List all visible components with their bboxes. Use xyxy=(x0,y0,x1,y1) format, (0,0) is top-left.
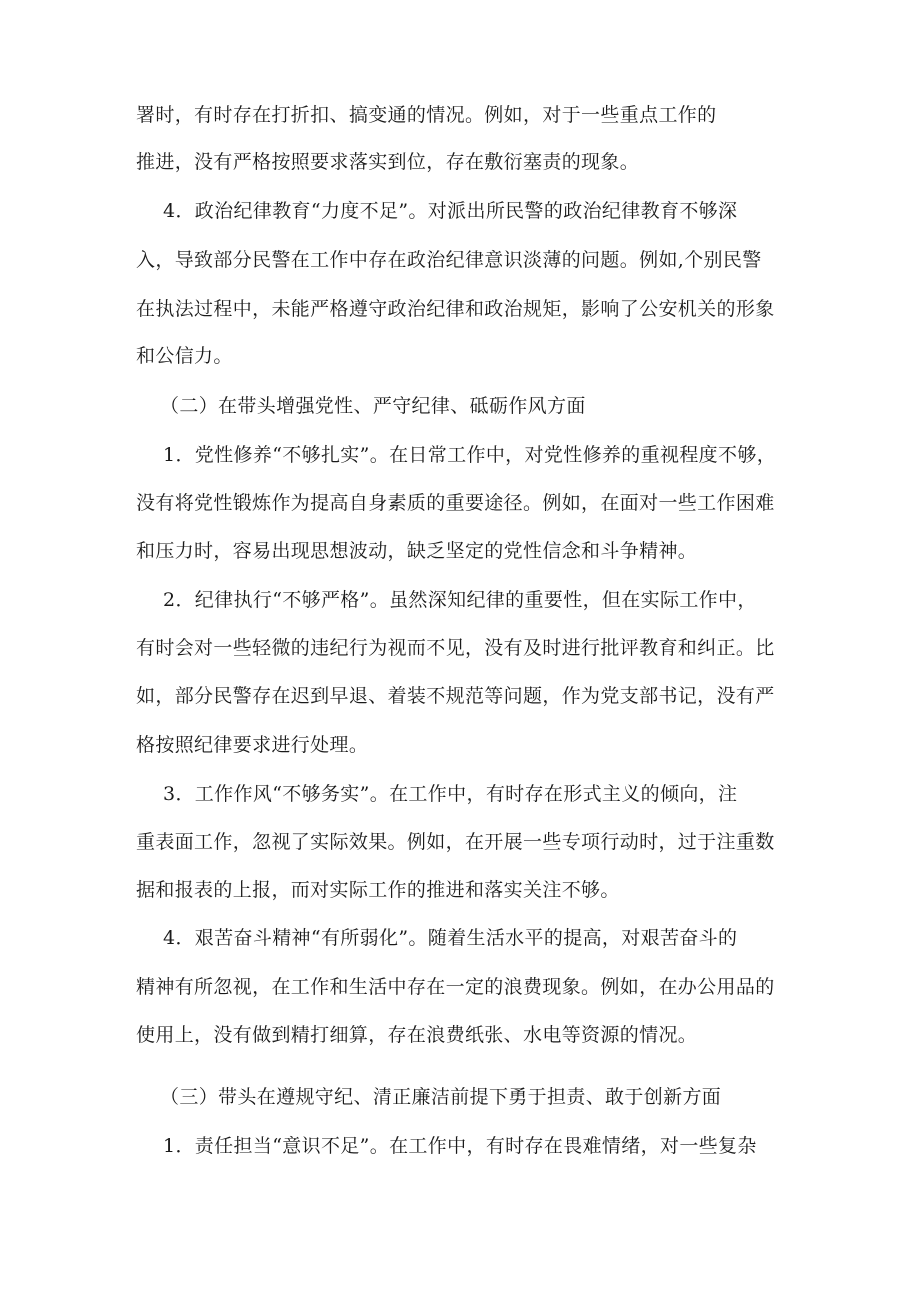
paragraph-line: 重表面工作，忽视了实际效果。例如，在开展一些专项行动时，过于注重数 xyxy=(136,831,775,853)
paragraph-line: 有时会对一些轻微的违纪行为视而不见，没有及时进行批评教育和纠正。比 xyxy=(136,637,775,659)
paragraph-line: 格按照纪律要求进行处理。 xyxy=(136,734,369,756)
section-heading: （二）在带头增强党性、严守纪律、砥砺作风方面 xyxy=(160,395,586,417)
paragraph-line: 2．纪律执行“不够严格”。虽然深知纪律的重要性，但在实际工作中， xyxy=(163,589,757,611)
paragraph-line: 入，导致部分民警在工作中存在政治纪律意识淡薄的问题。例如,个别民警 xyxy=(136,249,762,271)
paragraph-line: 1．党性修养“不够扎实”。在日常工作中，对党性修养的重视程度不够， xyxy=(163,444,777,466)
paragraph-line: 使用上，没有做到精打细算，存在浪费纸张、水电等资源的情况。 xyxy=(136,1024,698,1046)
paragraph-line: 精神有所忽视，在工作和生活中存在一定的浪费现象。例如，在办公用品的 xyxy=(136,976,775,998)
paragraph-line: 推进，没有严格按照要求落实到位，存在敷衍塞责的现象。 xyxy=(136,151,640,173)
paragraph-line: 在执法过程中，未能严格遵守政治纪律和政治规矩，影响了公安机关的形象 xyxy=(136,298,775,320)
paragraph-line: 署时，有时存在打折扣、搞变通的情况。例如，对于一些重点工作的 xyxy=(136,104,717,126)
paragraph-line: 3．工作作风“不够务实”。在工作中，有时存在形式主义的倾向，注 xyxy=(163,783,738,805)
paragraph-line: 4．艰苦奋斗精神“有所弱化”。随着生活水平的提高，对艰苦奋斗的 xyxy=(163,927,738,949)
paragraph-line: 据和报表的上报，而对实际工作的推进和落实关注不够。 xyxy=(136,879,620,901)
paragraph-line: 和压力时，容易出现思想波动，缺乏坚定的党性信念和斗争精神。 xyxy=(136,540,698,562)
paragraph-line: 和公信力。 xyxy=(136,345,233,367)
paragraph-line: 4．政治纪律教育“力度不足”。对派出所民警的政治纪律教育不够深 xyxy=(163,200,738,222)
paragraph-line: 1．责任担当“意识不足”。在工作中，有时存在畏难情绪，对一些复杂 xyxy=(163,1135,757,1157)
paragraph-line: 没有将党性锻炼作为提高自身素质的重要途径。例如，在面对一些工作困难 xyxy=(136,492,775,514)
paragraph-line: 如，部分民警存在迟到早退、着装不规范等问题，作为党支部书记，没有严 xyxy=(136,685,775,707)
section-heading: （三）带头在遵规守纪、清正廉洁前提下勇于担责、敢于创新方面 xyxy=(160,1086,722,1108)
